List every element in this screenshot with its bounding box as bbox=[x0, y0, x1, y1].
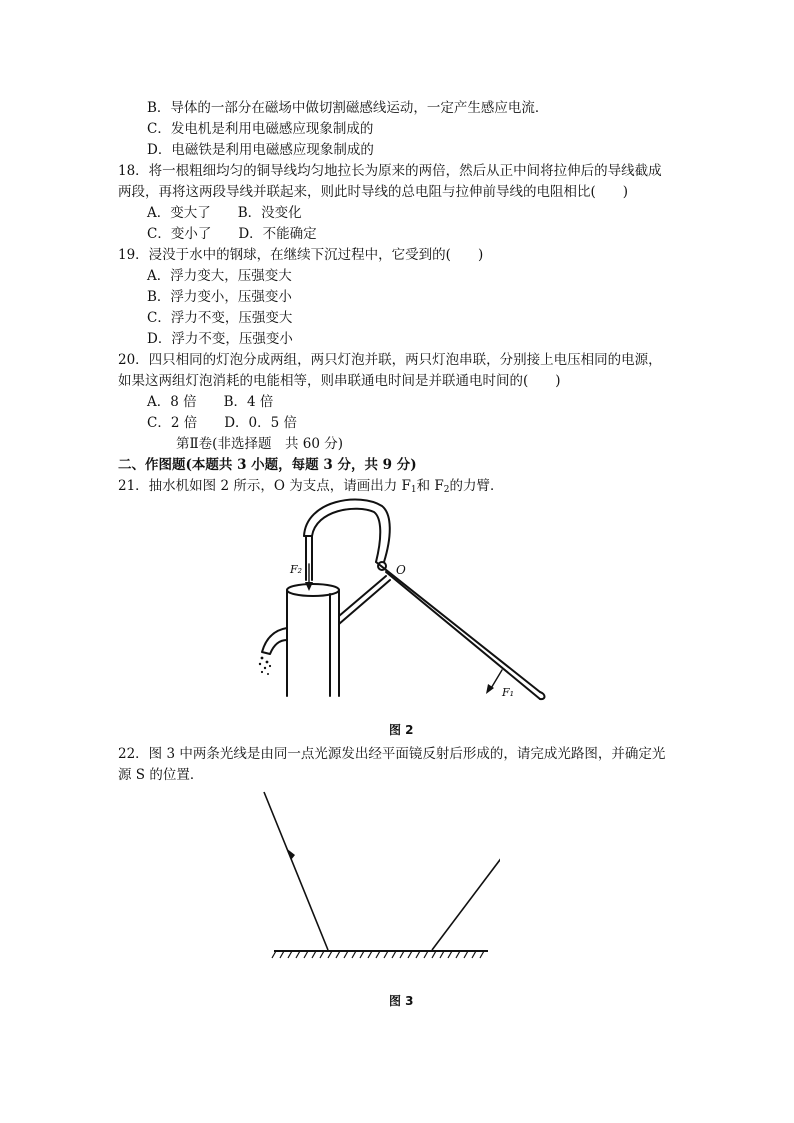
q22-stem-line1: 22．图 3 中两条光线是由同一点光源发出经平面镜反射后形成的，请完成光路图，并确定光 bbox=[118, 746, 666, 762]
q18-stem-line2: 两段，再将这两段导线并联起来，则此时导线的总电阻与拉伸前导线的电阻相比( ) bbox=[118, 184, 629, 200]
light-ray-right bbox=[432, 804, 500, 950]
q17-option-d: D．电磁铁是利用电磁感应现象制成的 bbox=[147, 142, 374, 158]
label-f1: F₁ bbox=[502, 686, 515, 699]
section2-title: 二、作图题(本题共 3 小题，每题 3 分，共 9 分) bbox=[118, 457, 417, 473]
pump-arm-inner bbox=[312, 509, 380, 562]
figure-2-pump-diagram bbox=[250, 496, 560, 706]
q20-options-cd: C．2 倍 D．0．5 倍 bbox=[147, 415, 298, 431]
q19-option-a: A．浮力变大，压强变大 bbox=[147, 268, 292, 284]
figure-3-mirror-diagram bbox=[260, 786, 500, 966]
mirror-hatching bbox=[272, 951, 484, 958]
q19-option-d: D．浮力不变，压强变小 bbox=[147, 331, 293, 347]
q20-stem-line1: 20．四只相同的灯泡分成两组，两只灯泡并联，两只灯泡串联，分别接上电压相同的电源， bbox=[118, 352, 662, 368]
q18-stem-line1: 18．将一根粗细均匀的铜导线均匀地拉长为原来的两倍，然后从正中间将拉伸后的导线截成 bbox=[118, 163, 662, 179]
q20-stem-line2: 如果这两组灯泡消耗的电能相等，则串联通电时间是并联通电时间的( ) bbox=[118, 373, 561, 389]
q17-option-b: B．导体的一部分在磁场中做切割磁感线运动，一定产生感应电流． bbox=[147, 100, 549, 116]
q19-option-b: B．浮力变小，压强变小 bbox=[147, 289, 292, 305]
figure-3-caption: 图 3 bbox=[389, 994, 414, 1008]
figure-2-caption: 图 2 bbox=[389, 723, 414, 737]
label-f2: F₂ bbox=[290, 563, 303, 576]
q20-options-ab: A．8 倍 B．4 倍 bbox=[147, 394, 274, 410]
q18-options-ab: A．变大了 B．没变化 bbox=[147, 205, 302, 221]
q22-stem-line2: 源 S 的位置． bbox=[118, 767, 204, 783]
label-o: O bbox=[396, 563, 406, 577]
light-ray-left bbox=[264, 792, 328, 950]
q21-stem: 21．抽水机如图 2 所示，O 为支点，请画出力 $F_1$和 $F_2$的力臂． bbox=[118, 478, 504, 495]
q18-options-cd: C．变小了 D．不能确定 bbox=[147, 226, 317, 242]
q19-stem: 19．浸没于水中的钢球，在继续下沉过程中，它受到的( ) bbox=[118, 247, 484, 263]
q17-option-c: C．发电机是利用电磁感应现象制成的 bbox=[147, 121, 374, 137]
part2-title: 第Ⅱ卷(非选择题 共 60 分) bbox=[176, 436, 343, 452]
q19-option-c: C．浮力不变，压强变大 bbox=[147, 310, 293, 326]
